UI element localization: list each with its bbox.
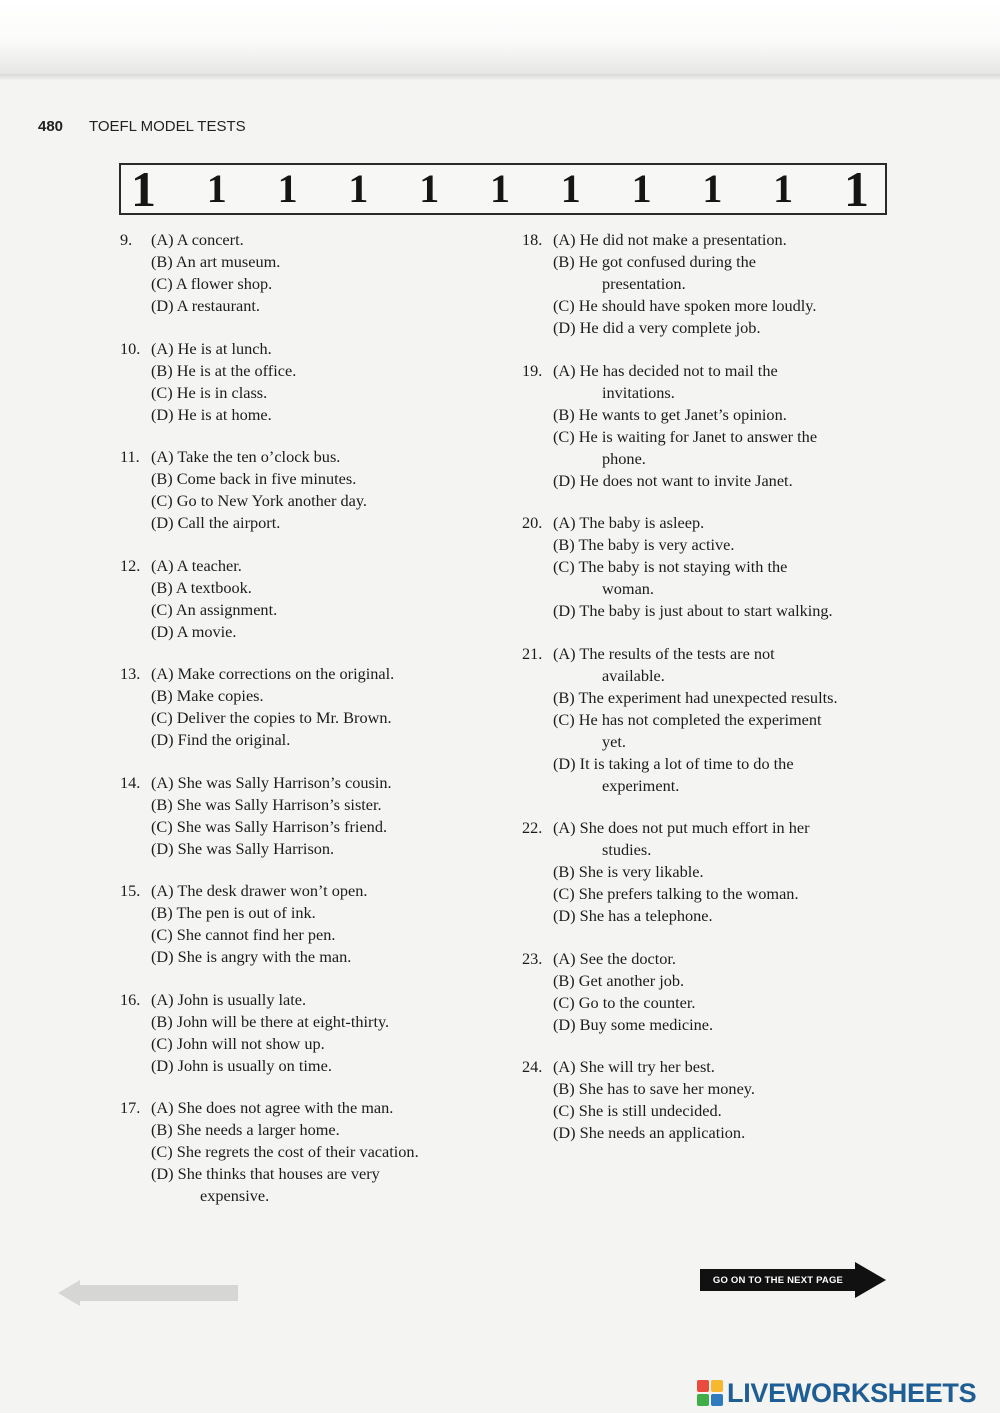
answer-option xyxy=(120,1055,500,1077)
banner-digit: 1 xyxy=(631,166,652,211)
answer-option xyxy=(120,924,500,946)
answer-option xyxy=(120,295,500,317)
answer-option-text: (D) It is taking a lot of time to do the xyxy=(553,753,794,773)
answer-option xyxy=(120,360,500,382)
answer-option-text: (D) She thinks that houses are very xyxy=(151,1164,380,1183)
answer-option-text: (C) The baby is not staying with the xyxy=(553,557,788,576)
answer-option-text: (A) The results of the tests are not xyxy=(553,643,775,663)
question-block xyxy=(522,817,897,927)
liveworksheets-brand xyxy=(697,1378,976,1408)
answer-option xyxy=(120,468,500,490)
answer-option-continuation: experiment. xyxy=(602,775,680,795)
answer-option xyxy=(522,512,897,534)
page-number: 480 xyxy=(38,118,64,135)
answer-option-text: (C) John will not show up. xyxy=(151,1033,325,1053)
answer-option-continuation: yet. xyxy=(602,731,626,751)
answer-option xyxy=(522,295,897,317)
answer-option xyxy=(120,338,500,360)
answer-option-text: (C) Go to New York another day. xyxy=(151,491,367,510)
answer-option xyxy=(120,404,500,426)
answer-option xyxy=(120,621,500,643)
answer-option xyxy=(522,556,897,578)
answer-option-text: (C) An assignment. xyxy=(151,599,278,619)
question-block xyxy=(120,446,500,534)
question-number: 23. xyxy=(522,948,543,968)
answer-option-text: (C) He is in class. xyxy=(151,382,268,402)
answer-option-text: (A) He is at lunch. xyxy=(151,338,272,358)
question-block xyxy=(120,229,500,317)
question-number: 24. xyxy=(522,1057,543,1076)
answer-option-text: (B) Come back in five minutes. xyxy=(151,469,357,488)
answer-option-text: (B) She needs a larger home. xyxy=(151,1120,340,1139)
question-number: 17. xyxy=(120,1098,141,1117)
answer-option xyxy=(120,382,500,404)
answer-option xyxy=(120,707,500,729)
answer-option-text: (D) She needs an application. xyxy=(553,1123,746,1142)
answer-option-text: (C) He has not completed the experiment xyxy=(553,709,822,729)
answer-option xyxy=(522,753,897,775)
answer-option xyxy=(120,446,500,468)
answer-option-continuation: expensive. xyxy=(200,1186,270,1205)
answer-option xyxy=(522,360,897,382)
scan-page-edge xyxy=(0,74,1000,80)
answer-option-text: (D) He does not want to invite Janet. xyxy=(553,470,793,490)
answer-option xyxy=(120,902,500,924)
banner-digit: 1 xyxy=(560,166,581,211)
answer-option-text: (D) He did a very complete job. xyxy=(553,318,761,337)
question-block xyxy=(522,360,897,492)
liveworksheets-wordmark: LIVEWORKSHEETS xyxy=(727,1377,977,1408)
logo-square xyxy=(711,1380,723,1392)
question-number: 22. xyxy=(522,818,543,837)
answer-option xyxy=(522,251,897,273)
answer-option xyxy=(522,970,897,992)
answer-option-text: (B) He got confused during the xyxy=(553,252,757,271)
left-question-column xyxy=(120,229,500,1228)
banner-digit: 1 xyxy=(489,166,510,211)
answer-option-text: (D) A movie. xyxy=(151,621,237,641)
answer-option-continuation: invitations. xyxy=(602,382,675,402)
answer-option xyxy=(120,599,500,621)
banner-digit: 1 xyxy=(419,166,440,211)
question-number: 10. xyxy=(120,338,141,358)
answer-option-text: (D) She is angry with the man. xyxy=(151,947,352,966)
answer-option-text: (B) He is at the office. xyxy=(151,360,297,380)
answer-option-text: (C) Deliver the copies to Mr. Brown. xyxy=(151,708,392,727)
question-number: 9. xyxy=(120,230,133,249)
answer-option-text: (B) John will be there at eight-thirty. xyxy=(151,1011,390,1031)
answer-option-text: (D) Call the airport. xyxy=(151,513,281,532)
answer-option-text: (A) Make corrections on the original. xyxy=(151,664,395,683)
question-block xyxy=(522,229,897,339)
question-number: 16. xyxy=(120,989,141,1009)
logo-square xyxy=(711,1394,723,1406)
answer-option-text: (D) Find the original. xyxy=(151,730,291,749)
answer-option-text: (B) The baby is very active. xyxy=(553,535,735,554)
answer-option-text: (B) She has to save her money. xyxy=(553,1079,755,1098)
answer-option xyxy=(522,534,897,556)
answer-option-text: (A) A teacher. xyxy=(151,555,242,575)
answer-option-text: (A) Take the ten o’clock bus. xyxy=(151,447,341,466)
answer-option xyxy=(522,600,897,622)
answer-option xyxy=(522,1078,897,1100)
answer-option xyxy=(120,577,500,599)
question-block xyxy=(120,880,500,968)
answer-option xyxy=(120,729,500,751)
answer-option xyxy=(522,1122,897,1144)
question-number: 21. xyxy=(522,643,543,663)
answer-option-text: (C) She prefers talking to the woman. xyxy=(553,884,799,903)
answer-option-text: (C) She was Sally Harrison’s friend. xyxy=(151,816,388,836)
answer-option-continuation: phone. xyxy=(602,448,646,468)
answer-option-text: (D) John is usually on time. xyxy=(151,1055,332,1075)
answer-option-text: (C) He is waiting for Janet to answer the xyxy=(553,426,818,446)
answer-option xyxy=(522,426,897,448)
answer-option xyxy=(522,905,897,927)
question-block xyxy=(120,338,500,426)
right-question-column xyxy=(522,229,897,1165)
answer-option-continuation: woman. xyxy=(602,579,654,598)
answer-option-text: (A) He has decided not to mail the xyxy=(553,360,778,380)
answer-option-text: (A) She does not put much effort in her xyxy=(553,818,810,837)
section-banner xyxy=(119,163,887,215)
answer-option-text: (C) She cannot find her pen. xyxy=(151,925,336,944)
question-block xyxy=(522,1056,897,1144)
answer-option xyxy=(522,709,897,731)
question-block xyxy=(522,512,897,622)
banner-digit: 1 xyxy=(277,166,298,211)
answer-option-text: (B) An art museum. xyxy=(151,252,281,271)
answer-option xyxy=(120,273,500,295)
answer-option-continuation: presentation. xyxy=(602,274,686,293)
answer-option xyxy=(522,317,897,339)
logo-square xyxy=(697,1394,709,1406)
banner-digit: 1 xyxy=(773,166,794,211)
answer-option xyxy=(522,948,897,970)
answer-option-text: (C) Go to the counter. xyxy=(553,992,696,1012)
question-number: 12. xyxy=(120,555,141,575)
answer-option xyxy=(120,880,500,902)
answer-option xyxy=(522,1014,897,1036)
page-header-title: TOEFL MODEL TESTS xyxy=(88,118,246,135)
answer-option-text: (B) She is very likable. xyxy=(553,862,704,881)
answer-option-text: (B) She was Sally Harrison’s sister. xyxy=(151,794,382,814)
question-block xyxy=(120,555,500,643)
answer-option-continuation: studies. xyxy=(602,840,652,859)
answer-option xyxy=(120,1033,500,1055)
answer-option xyxy=(522,883,897,905)
answer-option-text: (C) She is still undecided. xyxy=(553,1101,722,1120)
answer-option-text: (A) A concert. xyxy=(151,230,244,249)
answer-option xyxy=(522,687,897,709)
answer-option-text: (A) She does not agree with the man. xyxy=(151,1098,394,1117)
question-number: 13. xyxy=(120,664,141,683)
answer-option-text: (B) He wants to get Janet’s opinion. xyxy=(553,404,787,424)
question-block xyxy=(120,772,500,860)
answer-option-text: (B) A textbook. xyxy=(151,577,252,597)
banner-digit: 1 xyxy=(702,166,723,211)
answer-option xyxy=(120,1097,500,1119)
answer-option xyxy=(120,555,500,577)
faded-arrow-head xyxy=(58,1280,80,1306)
answer-option-continuation: available. xyxy=(602,665,665,685)
logo-square xyxy=(697,1380,709,1392)
answer-option-text: (C) She regrets the cost of their vacation. xyxy=(151,1142,419,1161)
question-number: 15. xyxy=(120,881,141,900)
banner-digit: 1 xyxy=(348,166,369,211)
answer-option xyxy=(120,838,500,860)
answer-option-text: (A) John is usually late. xyxy=(151,989,307,1009)
answer-option xyxy=(522,861,897,883)
answer-option xyxy=(120,1163,500,1185)
faded-arrow-bar xyxy=(78,1285,238,1301)
answer-option xyxy=(522,404,897,426)
question-number: 11. xyxy=(120,447,140,466)
page-header xyxy=(38,118,246,135)
faded-go-on-arrow xyxy=(58,1280,244,1306)
answer-option-text: (C) He should have spoken more loudly. xyxy=(553,296,817,315)
answer-option xyxy=(120,663,500,685)
answer-option-text: (A) The desk drawer won’t open. xyxy=(151,881,368,900)
answer-option xyxy=(120,816,500,838)
answer-option xyxy=(120,229,500,251)
question-block xyxy=(120,1097,500,1207)
banner-digit: 1 xyxy=(131,161,156,217)
go-on-next-page-arrow xyxy=(700,1262,886,1298)
question-number: 18. xyxy=(522,230,543,249)
question-number: 20. xyxy=(522,513,543,532)
answer-option xyxy=(120,1119,500,1141)
go-on-label: GO ON TO THE NEXT PAGE xyxy=(700,1269,856,1291)
answer-option xyxy=(522,992,897,1014)
answer-option xyxy=(522,1056,897,1078)
answer-option xyxy=(120,772,500,794)
answer-option xyxy=(120,1011,500,1033)
answer-option-text: (A) The baby is asleep. xyxy=(553,513,705,532)
answer-option-text: (D) A restaurant. xyxy=(151,296,260,315)
answer-option-text: (B) The experiment had unexpected results. xyxy=(553,687,838,707)
answer-option xyxy=(522,817,897,839)
question-block xyxy=(120,663,500,751)
answer-option-text: (D) She has a telephone. xyxy=(553,906,713,925)
banner-digit: 1 xyxy=(843,161,869,217)
answer-option xyxy=(120,512,500,534)
answer-option xyxy=(120,685,500,707)
answer-option xyxy=(522,470,897,492)
answer-option xyxy=(120,989,500,1011)
question-block xyxy=(522,643,897,797)
answer-option xyxy=(522,229,897,251)
liveworksheets-logo-icon xyxy=(697,1380,723,1406)
answer-option-text: (D) Buy some medicine. xyxy=(553,1014,714,1034)
answer-option xyxy=(120,251,500,273)
answer-option-text: (A) See the doctor. xyxy=(553,948,676,968)
arrow-right-icon xyxy=(855,1262,886,1298)
banner-digit: 1 xyxy=(206,166,227,211)
answer-option-text: (A) She was Sally Harrison’s cousin. xyxy=(151,772,392,792)
answer-option-text: (A) He did not make a presentation. xyxy=(553,230,787,249)
answer-option-text: (B) Make copies. xyxy=(151,686,264,705)
answer-option-text: (D) She was Sally Harrison. xyxy=(151,838,335,858)
answer-option-text: (B) Get another job. xyxy=(553,970,685,990)
question-block xyxy=(522,948,897,1036)
question-number: 19. xyxy=(522,360,543,380)
question-number: 14. xyxy=(120,772,141,792)
answer-option-text: (D) He is at home. xyxy=(151,404,272,424)
answer-option-text: (C) A flower shop. xyxy=(151,274,273,293)
answer-option-text: (D) The baby is just about to start walking. xyxy=(553,601,833,620)
answer-option xyxy=(120,946,500,968)
answer-option-text: (B) The pen is out of ink. xyxy=(151,903,316,922)
answer-option xyxy=(522,643,897,665)
answer-option-text: (A) She will try her best. xyxy=(553,1057,715,1076)
answer-option xyxy=(120,1141,500,1163)
answer-option xyxy=(120,490,500,512)
answer-option xyxy=(522,1100,897,1122)
answer-option xyxy=(120,794,500,816)
scan-top-margin xyxy=(0,0,1000,74)
question-block xyxy=(120,989,500,1077)
